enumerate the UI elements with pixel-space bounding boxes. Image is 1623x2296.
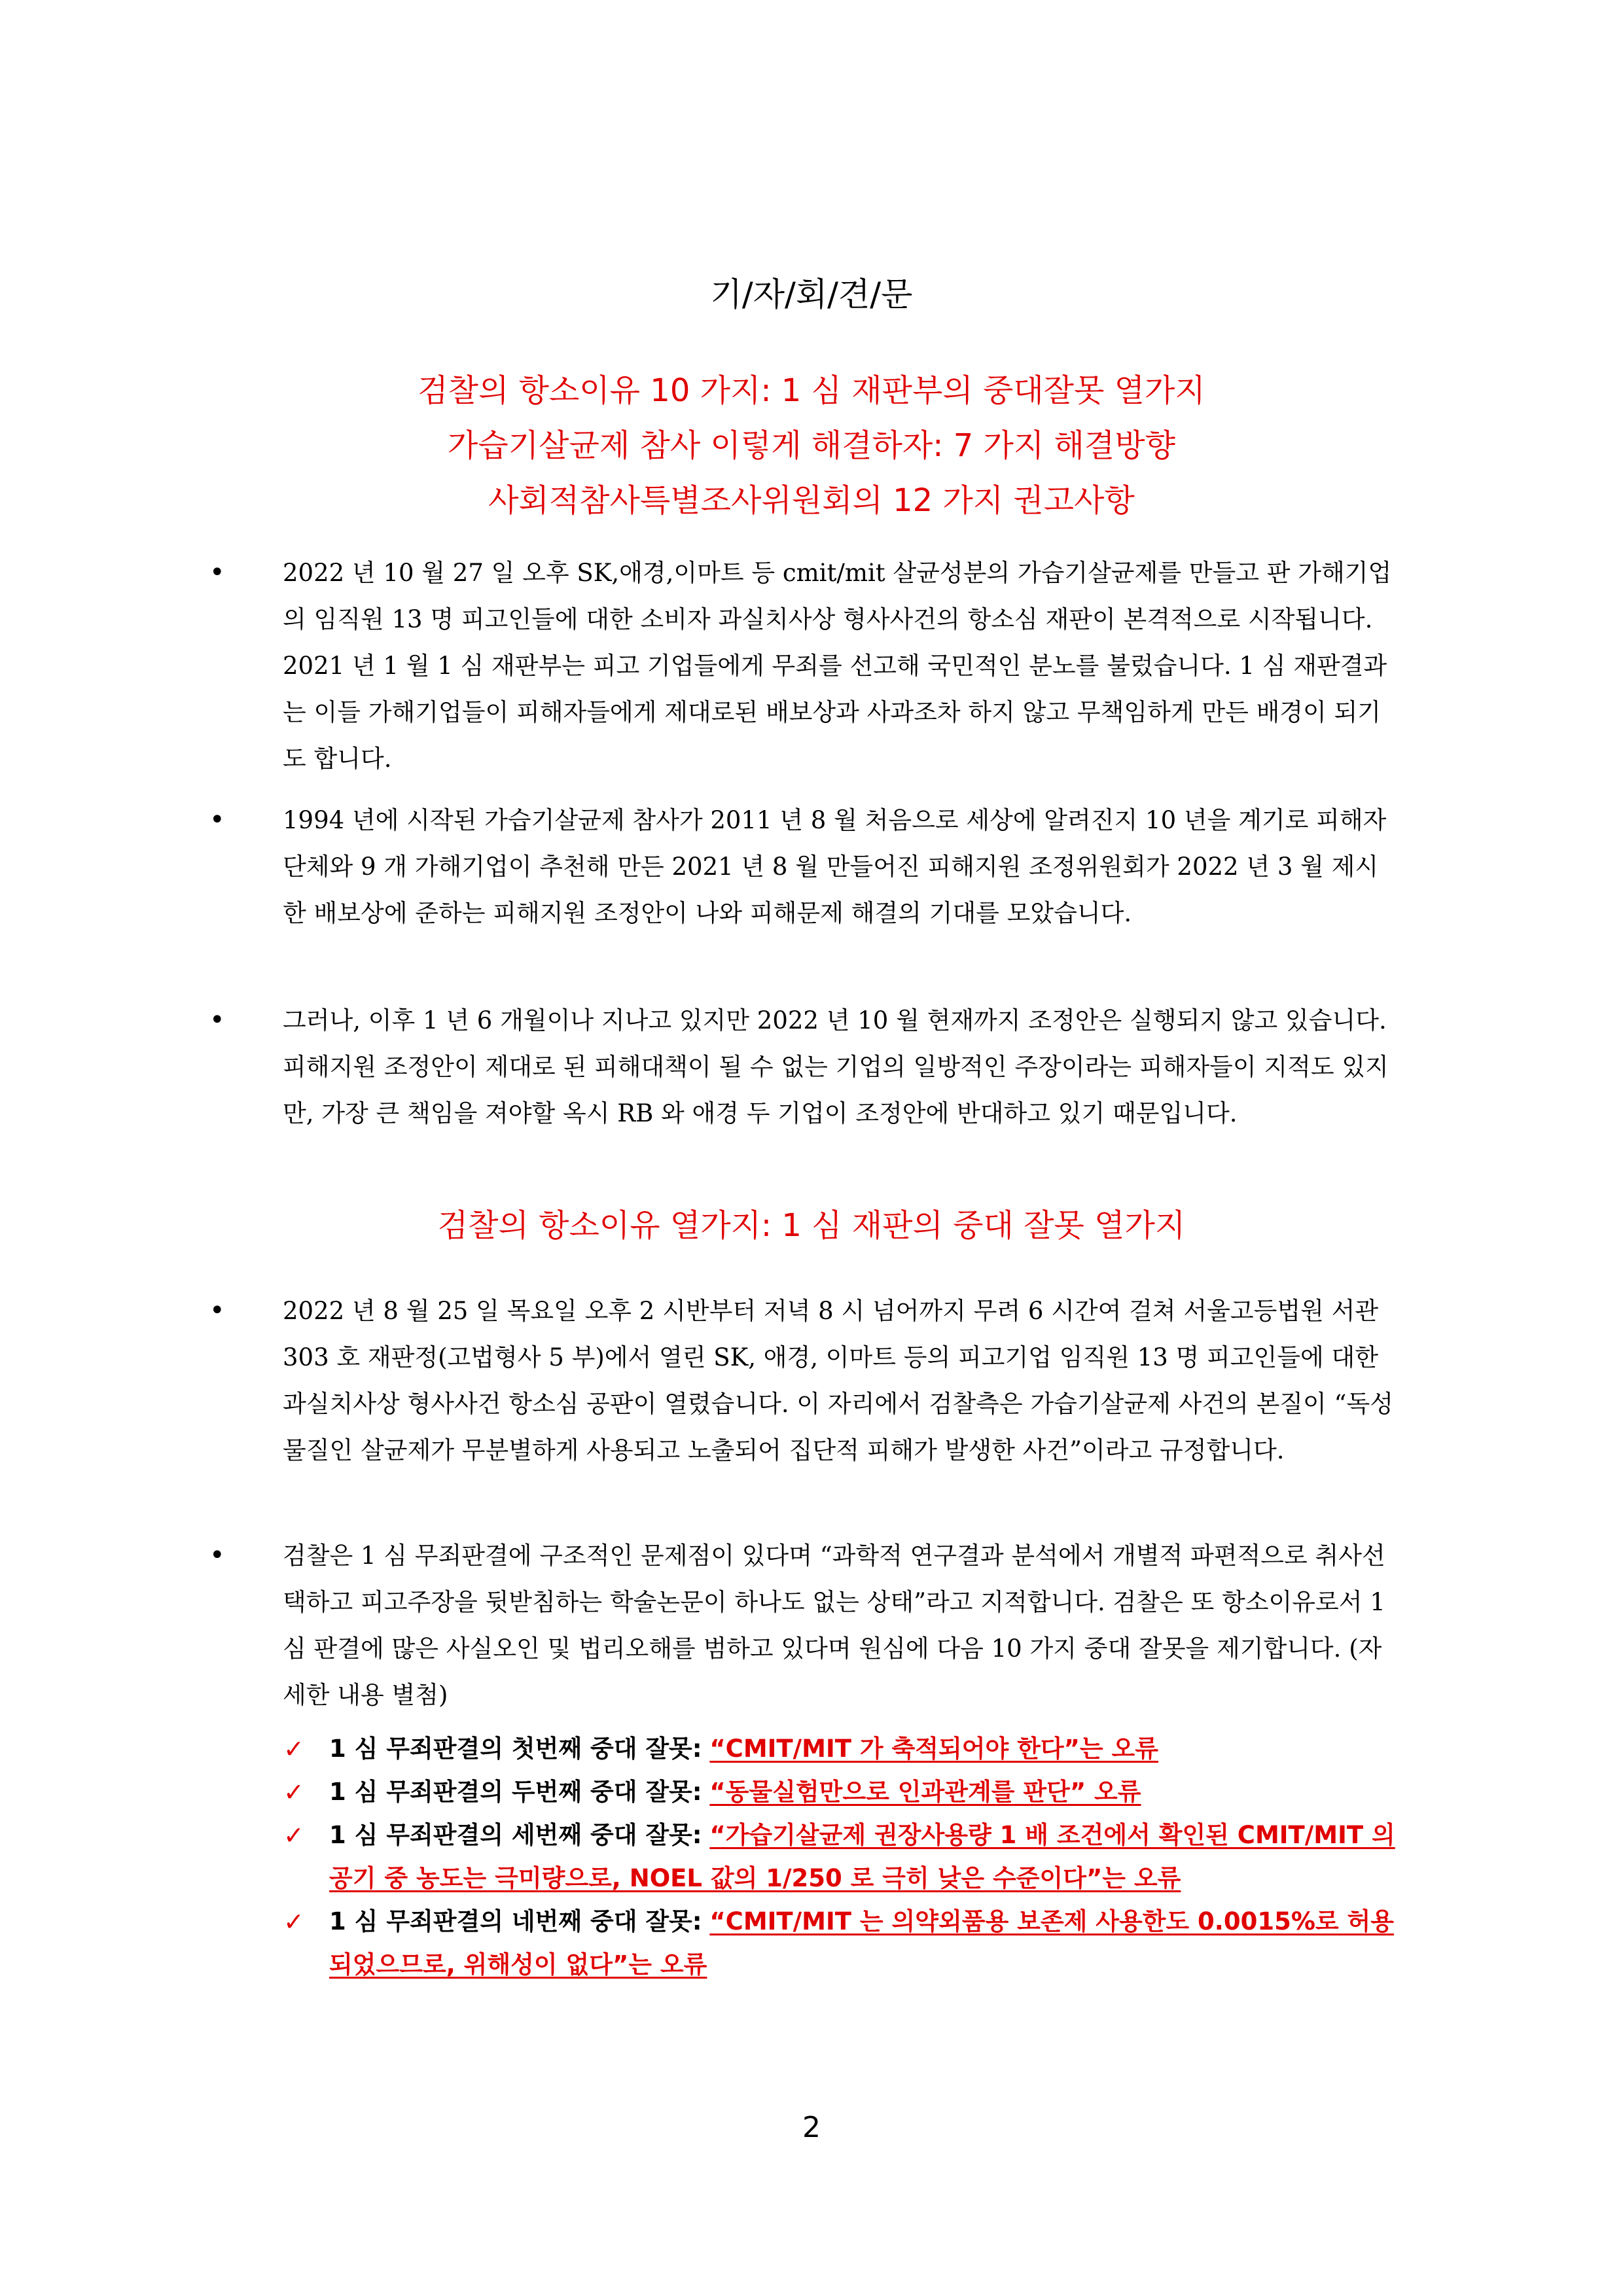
error-text: “동물실험만으로 인과관계를 판단” 오류: [709, 1778, 1141, 1806]
bullet-text: 그러나, 이후 1 년 6 개월이나 지나고 있지만 2022 년 10 월 현재까지 조정안은 실행되지 않고 있습니다. 피해지원 조정안이 제대로 된 피해대책이 될 수 없는 기업의 일방적인 주장이라는 피해자들이 지적도 있지만, 가장 큰 책임을 져야할 옥시 RB 와 애경 두 기업이 조정안에 반대하고 있기 때문입니다.: [283, 1006, 1389, 1127]
error-item-third: [283, 1814, 1396, 1900]
section-bullet-structural-problems: [209, 1532, 1414, 1718]
headline-prosecution-appeal: 검찰의 항소이유 10 가지: 1 심 재판부의 중대잘못 열가지: [418, 372, 1205, 409]
error-label: 1 심 무죄판결의 네번째 중대 잘못:: [329, 1907, 702, 1935]
headline-commission-recommendations: 사회적참사특별조사위원회의 12 가지 권고사항: [488, 482, 1135, 519]
intro-bullet-appeal-trial: [209, 550, 1414, 782]
error-item-first: [283, 1727, 1396, 1771]
error-item-fourth: [283, 1900, 1396, 1987]
bullet-dot: •: [209, 805, 225, 835]
bullet-dot: •: [209, 557, 225, 588]
error-label: 1 심 무죄판결의 두번째 중대 잘못:: [329, 1778, 702, 1806]
error-label: 1 심 무죄판결의 세번째 중대 잘못:: [329, 1821, 702, 1849]
error-checklist: [283, 1727, 1396, 1987]
check-icon: ✓: [283, 1778, 304, 1807]
section-bullet-hearing: [209, 1288, 1414, 1474]
bullet-text: 검찰은 1 심 무죄판결에 구조적인 문제점이 있다며 “과학적 연구결과 분석에서 개별적 파편적으로 취사선택하고 피고주장을 뒷받침하는 학술논문이 하나도 없는 상태”라고 지적합니다. 검찰은 또 항소이유로서 1 심 판결에 많은 사실오인 및 법리오해를 범하고 있다며 원심에 다음 10 가지 중대 잘못을 제기합니다. (자세한 내용 별첨): [283, 1542, 1385, 1709]
check-icon: ✓: [283, 1821, 304, 1850]
page-number: 2: [802, 2111, 821, 2144]
section-heading-ten-errors: 검찰의 항소이유 열가지: 1 심 재판의 중대 잘못 열가지: [437, 1207, 1186, 1244]
bullet-text: 1994 년에 시작된 가습기살균제 참사가 2011 년 8 월 처음으로 세상에 알려진지 10 년을 계기로 피해자단체와 9 개 가해기업이 추천해 만든 2021 년 8 월 만들어진 피해지원 조정위원회가 2022 년 3 월 제시한 배보상에 준하는 피해지원 조정안이 나와 피해문제 해결의 기대를 모았습니다.: [283, 806, 1387, 927]
bullet-dot: •: [209, 1296, 225, 1326]
intro-bullet-mediation-stalled: [209, 997, 1414, 1137]
headline-solution-directions: 가습기살균제 참사 이렇게 해결하자: 7 가지 해결방향: [448, 427, 1175, 464]
document-title: 기/자/회/견/문: [710, 275, 913, 313]
intro-bullet-mediation-proposal: [209, 797, 1414, 936]
error-text: “CMIT/MIT 가 축적되어야 한다”는 오류: [709, 1735, 1158, 1763]
bullet-text: 2022 년 10 월 27 일 오후 SK,애경,이마트 등 cmit/mit 살균성분의 가습기살균제를 만들고 판 가해기업의 임직원 13 명 피고인들에 대한 소비자 과실치사상 형사사건의 항소심 재판이 본격적으로 시작됩니다. 2021 년 1 월 1 심 재판부는 피고 기업들에게 무죄를 선고해 국민적인 분노를 불렀습니다. 1 심 재판결과는 이들 가해기업들이 피해자들에게 제대로된 배보상과 사과조차 하지 않고 무책임하게 만든 배경이 되기도 합니다.: [283, 559, 1392, 773]
headline-block: [0, 363, 1623, 528]
error-text: “CMIT/MIT 는 의약외품용 보존제 사용한도 0.0015%로 허용되었으므로, 위해성이 없다”는 오류: [329, 1907, 1395, 1979]
bullet-dot: •: [209, 1540, 225, 1570]
error-text: “가습기살균제 권장사용량 1 배 조건에서 확인된 CMIT/MIT 의 공기 중 농도는 극미량으로, NOEL 값의 1/250 로 극히 낮은 수준이다”는 오류: [329, 1821, 1395, 1892]
bullet-text: 2022 년 8 월 25 일 목요일 오후 2 시반부터 저녁 8 시 넘어까지 무려 6 시간여 걸쳐 서울고등법원 서관 303 호 재판정(고법형사 5 부)에서 열린 SK, 애경, 이마트 등의 피고기업 임직원 13 명 피고인들에 대한 과실치사상 형사사건 항소심 공판이 열렸습니다. 이 자리에서 검찰측은 가습기살균제 사건의 본질이 “독성물질인 살균제가 무분별하게 사용되고 노출되어 집단적 피해가 발생한 사건”이라고 규정합니다.: [283, 1297, 1393, 1464]
check-icon: ✓: [283, 1735, 304, 1763]
error-label: 1 심 무죄판결의 첫번째 중대 잘못:: [329, 1735, 702, 1763]
bullet-dot: •: [209, 1005, 225, 1035]
error-item-second: [283, 1771, 1396, 1814]
check-icon: ✓: [283, 1907, 304, 1936]
